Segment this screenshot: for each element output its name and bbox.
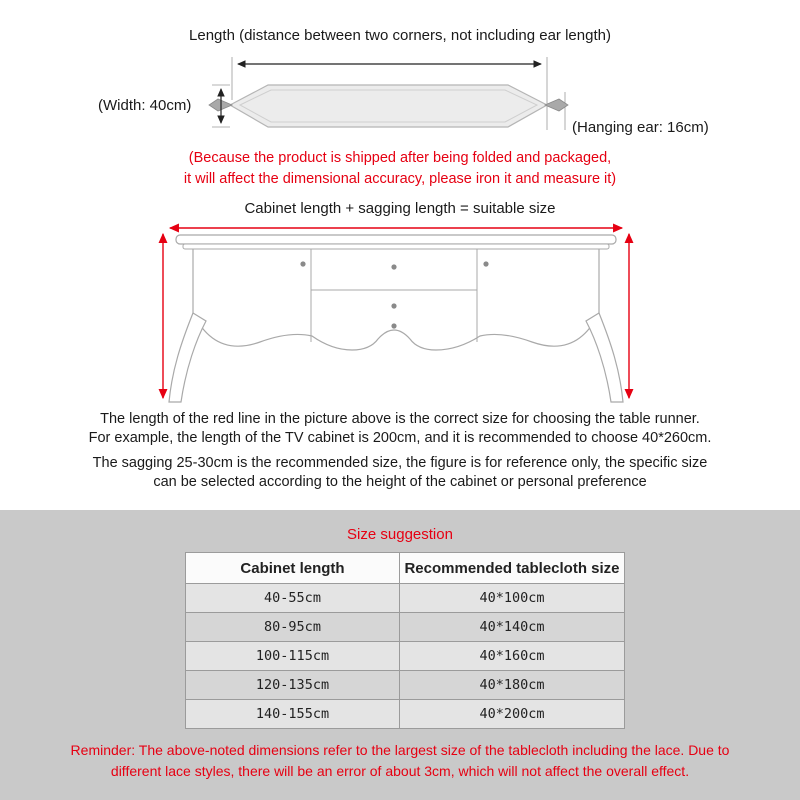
- size-formula: Cabinet length + sagging length = suitable size: [244, 200, 556, 217]
- cabinet-length-header: Cabinet length: [186, 553, 400, 584]
- right-door-knob: [483, 261, 488, 266]
- cabinet-length-cell: 120-135cm: [186, 671, 400, 700]
- red-line-note-line1: The length of the red line in the picture above is the correct size for choosing the table runner.: [100, 411, 700, 427]
- cabinet-length-cell: 100-115cm: [186, 642, 400, 671]
- reminder-line2: different lace styles, there will be an error of about 3cm, which will not affect the overall effect.: [110, 763, 690, 779]
- shipping-warning: [0, 148, 800, 190]
- tablecloth-size-cell: 40*180cm: [400, 671, 625, 700]
- cabinet-apron: [193, 313, 599, 350]
- table-row: [186, 613, 625, 642]
- shipping-warning-line1: (Because the product is shipped after being folded and packaged,: [188, 150, 612, 166]
- cabinet-length-cell: 40-55cm: [186, 584, 400, 613]
- tablecloth-size-cell: 40*100cm: [400, 584, 625, 613]
- shipping-warning-line2: it will affect the dimensional accuracy, please iron it and measure it): [183, 171, 617, 187]
- tablecloth-size-cell: 40*140cm: [400, 613, 625, 642]
- cabinet-length-cell: 80-95cm: [186, 613, 400, 642]
- table-header-row: [186, 553, 625, 584]
- reminder-note: [0, 740, 800, 782]
- tablecloth-size-cell: 40*200cm: [400, 700, 625, 729]
- sagging-note-line2: can be selected according to the height of the cabinet or personal preference: [153, 474, 647, 490]
- size-table-wrapper: [185, 552, 625, 729]
- right-tassel-icon: [545, 99, 568, 111]
- size-suggestion-section: [0, 510, 800, 800]
- bottom-drawer-knob: [391, 303, 396, 308]
- top-drawer-knob: [391, 264, 396, 269]
- size-suggestion-title: Size suggestion: [347, 526, 453, 543]
- red-line-note: [0, 410, 800, 448]
- tablecloth-size-cell: 40*160cm: [400, 642, 625, 671]
- left-door-knob: [300, 261, 305, 266]
- tablecloth-size-header: Recommended tablecloth size: [400, 553, 625, 584]
- cabinet-left-leg: [169, 313, 206, 402]
- table-row: [186, 671, 625, 700]
- sagging-note: [0, 454, 800, 492]
- runner-shape: [230, 85, 547, 127]
- sagging-note-line1: The sagging 25-30cm is the recommended size, the figure is for reference only, the specific size: [92, 455, 708, 471]
- cabinet-top-molding: [183, 244, 609, 249]
- cabinet-diagram: [0, 218, 800, 413]
- cabinet-length-cell: 140-155cm: [186, 700, 400, 729]
- apron-knob: [391, 323, 396, 328]
- reminder-line1: Reminder: The above-noted dimensions refer to the largest size of the tablecloth including the lace. Due to: [70, 742, 730, 758]
- length-title: Length (distance between two corners, not including ear length): [189, 27, 611, 44]
- table-row: [186, 642, 625, 671]
- table-row: [186, 584, 625, 613]
- width-label: (Width: 40cm): [98, 97, 192, 114]
- size-suggestion-table: [185, 552, 625, 729]
- cabinet-right-leg: [586, 313, 623, 402]
- red-line-note-line2: For example, the length of the TV cabinet is 200cm, and it is recommended to choose 40*260cm.: [88, 430, 712, 446]
- table-row: [186, 700, 625, 729]
- cabinet-top-board: [176, 235, 616, 244]
- hanging-ear-label: (Hanging ear: 16cm): [572, 119, 709, 136]
